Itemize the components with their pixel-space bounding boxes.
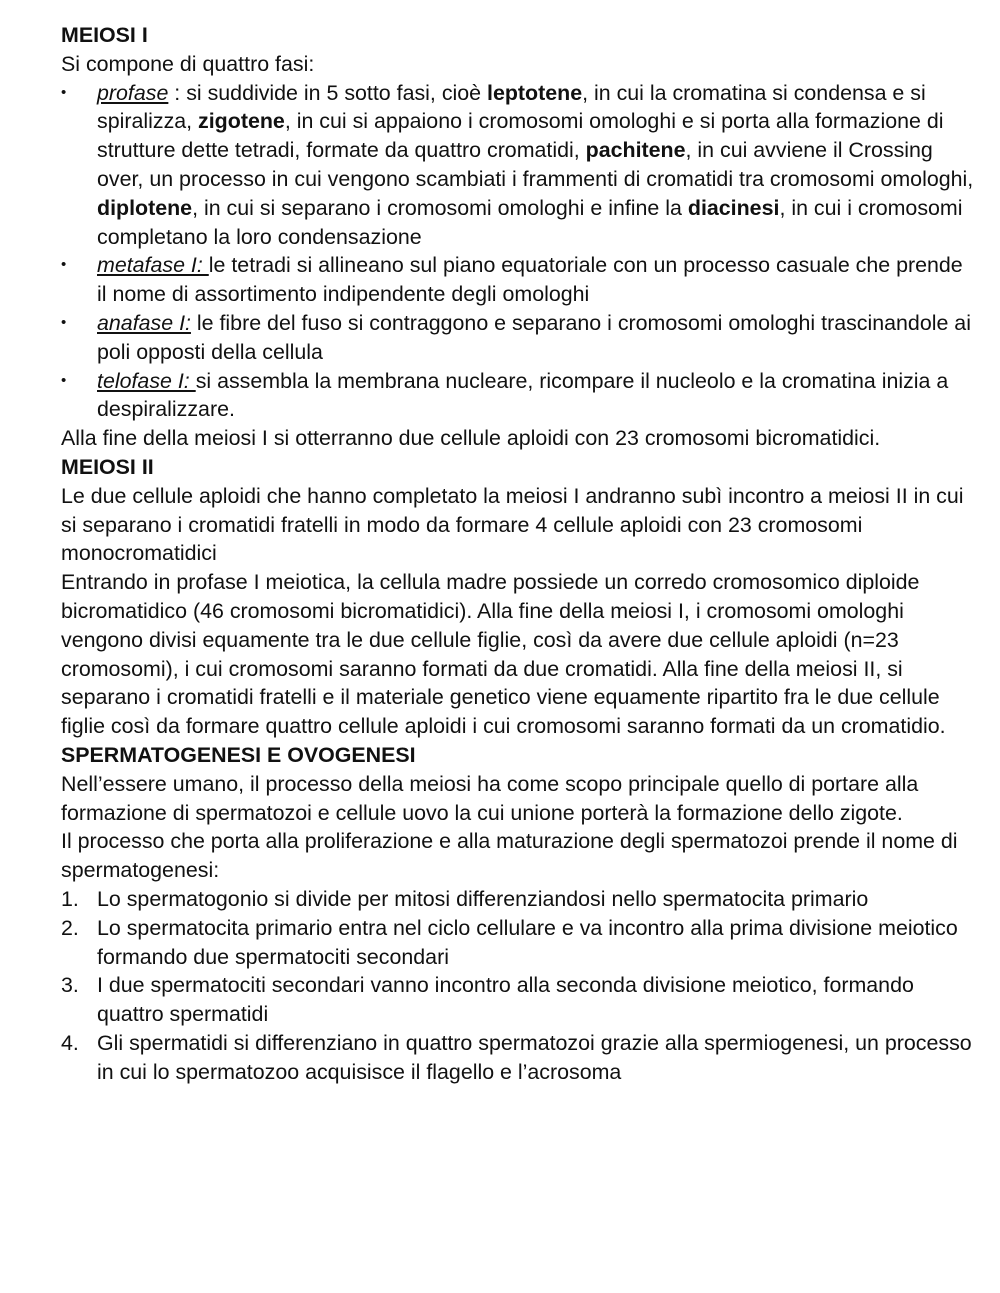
step-text: Lo spermatogonio si divide per mitosi differenziandosi nello spermatocita primario <box>97 886 869 911</box>
phase-term: profase <box>97 80 169 105</box>
meiosi-2-paragraph-1: Le due cellule aploidi che hanno completato la meiosi I andranno subì incontro a meiosi II in cui si separano i cromatidi fratelli in modo da formare 4 cellule aploidi con 23 cromosomi monocromatidici <box>61 483 964 566</box>
phase-text: , in cui avviene il Crossing over, un processo in cui vengono scambiati i frammenti di cromatidi tra cromosomi omologhi, <box>97 138 974 191</box>
phase-text: le fibre del fuso si contraggono e separano i cromosomi omologhi trascinandole ai poli opposti della cellula <box>97 310 971 364</box>
phase-term: metafase I: <box>97 253 209 278</box>
phase-term: anafase I: <box>97 310 191 335</box>
list-item <box>61 971 976 1029</box>
subphase-term: diacinesi <box>687 195 780 220</box>
meiosi-1-outro: Alla fine della meiosi I si otterranno due cellule aploidi con 23 cromosomi bicromatidici. <box>61 426 881 451</box>
phase-text: : si suddivide in 5 sotto fasi, cioè <box>168 80 488 105</box>
heading-gametogenesi: SPERMATOGENESI E OVOGENESI <box>61 742 416 767</box>
step-number: 4. <box>61 1030 79 1055</box>
phase-item-profase <box>61 79 976 252</box>
phase-text: , in cui si appaiono i cromosomi omologhi e si porta alla formazione di strutture dette tetradi, formate da quattro cromatidi, <box>97 109 944 163</box>
spermatogenesi-steps <box>61 885 976 1087</box>
document-page <box>61 21 976 1086</box>
heading-meiosi-2: MEIOSI II <box>61 454 154 479</box>
subphase-term: zigotene <box>198 109 285 134</box>
subphase-term: leptotene <box>487 80 583 105</box>
phase-item-anafase <box>61 309 976 367</box>
bullet-marker: • <box>61 371 67 389</box>
phase-text: , in cui si separano i cromosomi omologhi e infine la <box>192 195 688 220</box>
list-item <box>61 914 976 972</box>
step-number: 3. <box>61 973 79 998</box>
gametogenesi-paragraph-2: Il processo che porta alla proliferazione e alla maturazione degli spermatozoi prende il nome di spermatogenesi: <box>61 829 958 883</box>
meiosi-1-phase-list <box>61 79 976 425</box>
step-text: Lo spermatocita primario entra nel ciclo cellulare e va incontro alla prima divisione meiotico formando due spermatociti secondari <box>97 915 958 969</box>
phase-text: le tetradi si allineano sul piano equatoriale con un processo casuale che prende il nome di assortimento indipendente degli omologhi <box>97 253 963 307</box>
phase-text: , in cui i cromosomi completano la loro condensazione <box>97 195 963 249</box>
bullet-marker: • <box>61 256 67 274</box>
gametogenesi-paragraph-1: Nell’essere umano, il processo della meiosi ha come scopo principale quello di portare alla formazione di spermatozoi e cellule uovo la cui unione porterà la formazione dello zigote. <box>61 771 919 825</box>
phase-term: telofase I: <box>97 368 196 393</box>
phase-item-metafase <box>61 251 976 309</box>
bullet-marker: • <box>61 313 67 331</box>
subphase-term: pachitene <box>585 138 686 163</box>
phase-text: , in cui la cromatina si condensa e si spiralizza, <box>97 80 926 134</box>
step-number: 1. <box>61 886 79 911</box>
meiosi-1-intro: Si compone di quattro fasi: <box>61 51 315 76</box>
list-item <box>61 885 976 914</box>
phase-text: si assembla la membrana nucleare, ricompare il nucleolo e la cromatina inizia a despiralizzare. <box>97 368 949 422</box>
step-text: Gli spermatidi si differenziano in quattro spermatozoi grazie alla spermiogenesi, un processo in cui lo spermatozoo acquisisce il flagello e l’acrosoma <box>97 1030 972 1084</box>
heading-meiosi-1: MEIOSI I <box>61 23 148 47</box>
step-number: 2. <box>61 915 79 940</box>
step-text: I due spermatociti secondari vanno incontro alla seconda divisione meiotico, formando quattro spermatidi <box>97 973 914 1027</box>
list-item <box>61 1029 976 1087</box>
meiosi-2-paragraph-2: Entrando in profase I meiotica, la cellula madre possiede un corredo cromosomico diploide bicromatidico (46 cromosomi bicromatidici). Alla fine della meiosi I, i cromosomi omologhi vengono divisi equamente tra le due cellule figlie, così da avere due cellule aploidi (n=23 cromosomi), i cui cromosomi saranno formati da due cromatidi. Alla fine della meiosi II, si separano i cromatidi fratelli e il materiale genetico viene equamente ripartito fra le due cellule figlie così da formare quattro cellule aploidi i cui cromosomi saranno formati da un cromatidio. <box>61 570 946 739</box>
subphase-term: diplotene <box>97 195 193 220</box>
phase-item-telofase <box>61 367 976 425</box>
bullet-marker: • <box>61 83 67 101</box>
